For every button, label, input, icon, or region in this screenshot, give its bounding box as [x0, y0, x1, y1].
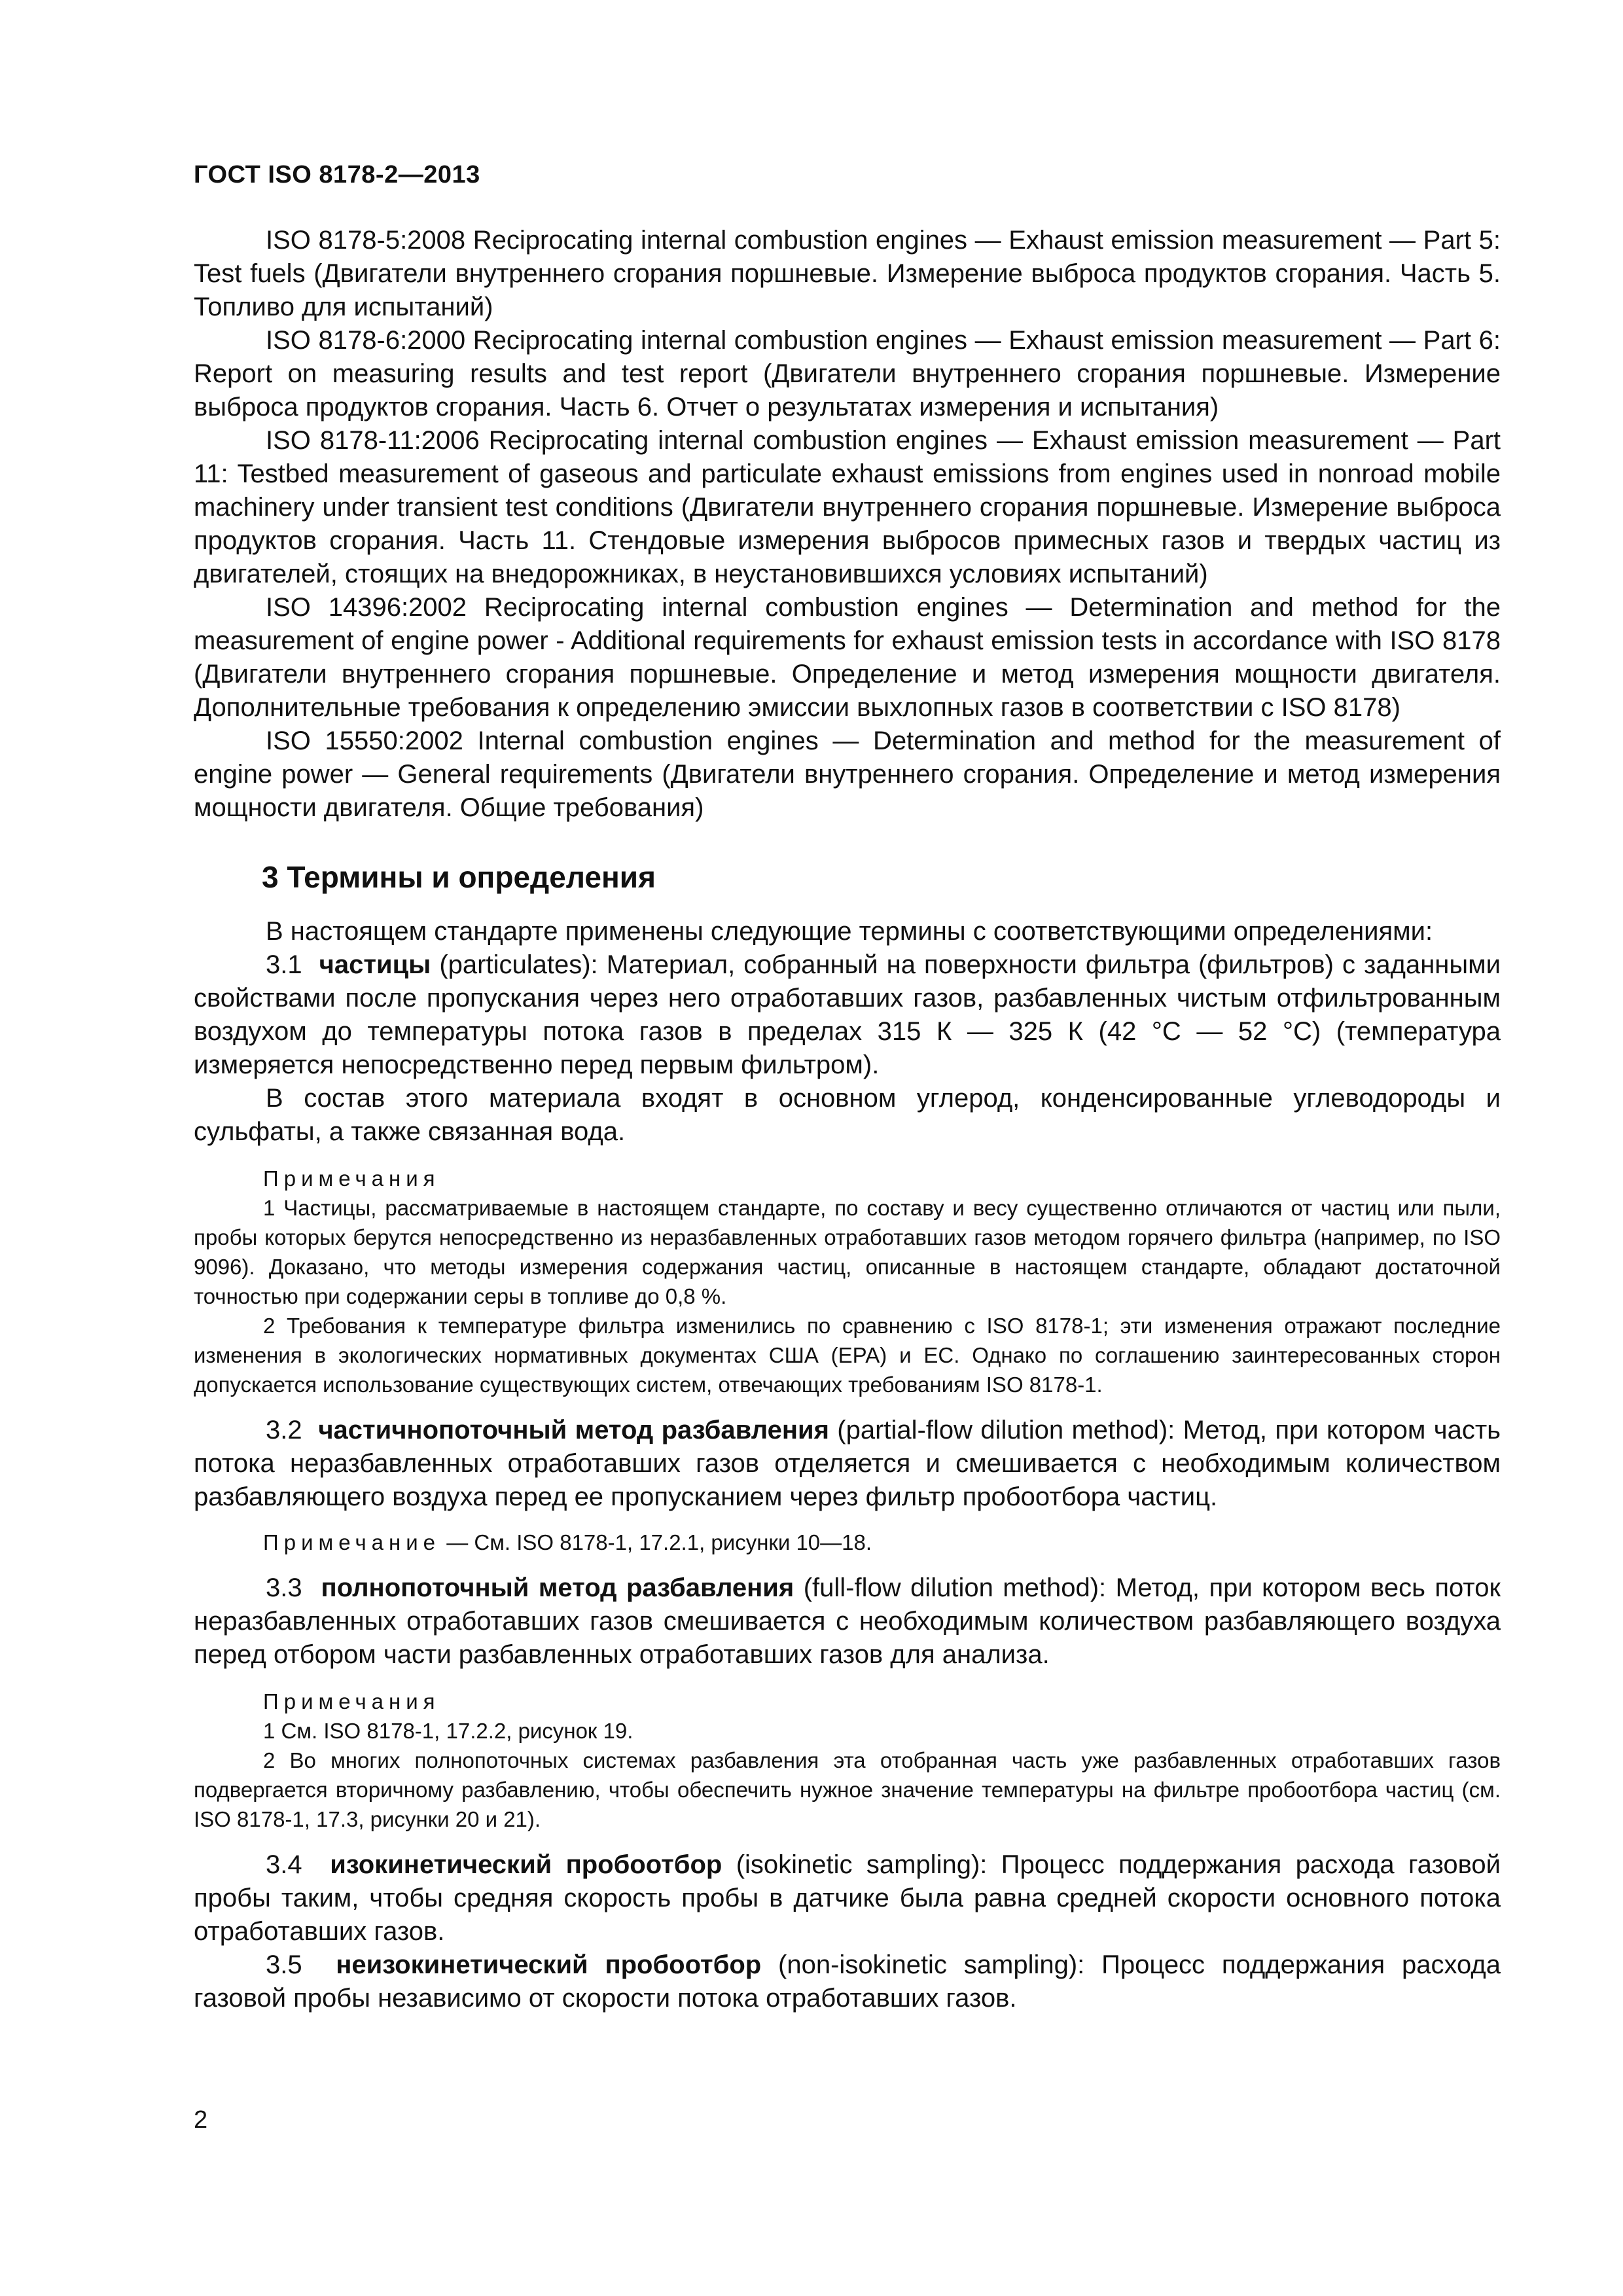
term-english: (non-isokinetic sampling): — [778, 1950, 1085, 1979]
notes-heading: Примечания — [263, 1166, 440, 1191]
reference-item: ISO 14396:2002 Reciprocating internal combustion engines — Determination and method for the measurement of engine power - Additional requirements for exhaust emission tests in accordance with ISO 8178 (Двигатели внутреннего сгорания поршневые. Определение и метод измерения мощности двигателя. Дополнительные требования к определению эмиссии выхлопных газов в соответствии с ISO 8178) — [194, 593, 1501, 722]
term-definition-3-2 — [194, 1414, 1501, 1514]
term-name: изокинетический пробоотбор — [330, 1850, 722, 1879]
term-definition-3-1 — [194, 948, 1501, 1082]
term-definition-3-3 — [194, 1571, 1501, 1672]
section-intro: В настоящем стандарте применены следующие термины с соответствующими определениями: — [266, 917, 1433, 946]
note-item: 2 Требования к температуре фильтра изменились по сравнению с ISO 8178-1; эти изменения отражают последние изменения в экологических нормативных документах США (EPA) и ЕС. Однако по соглашению заинтересованных сторон допускается использование существующих систем, отвечающих требованиям ISO 8178-1. — [194, 1314, 1501, 1397]
reference-item: ISO 8178-6:2000 Reciprocating internal combustion engines — Exhaust emission measurement — Part 6: Report on measuring results and test report (Двигатели внутреннего сгорания поршневые. Измерение выброса продуктов сгорания. Часть 6. Отчет о результатах измерения и испытания) — [194, 326, 1501, 422]
note-label: Примечание — [263, 1530, 441, 1554]
term-text: Метод, при котором весь поток неразбавленных отработавших газов смешивается с необходимым количеством разбавляющего воздуха перед отбором части разбавленных отработавших газов для анализа. — [194, 1573, 1501, 1669]
term-number: 3.3 — [266, 1573, 302, 1602]
reference-item: ISO 8178-11:2006 Reciprocating internal combustion engines — Exhaust emission measurement — Part 11: Testbed measurement of gaseous and particulate exhaust emissions from engines used in nonroad mobile machinery under transient test conditions (Двигатели внутреннего сгорания поршневые. Измерение выброса продуктов сгорания. Часть 11. Стендовые измерения выбросов примесных газов и твердых частиц из двигателей, стоящих на внедорожниках, в неустановившихся условиях испытаний) — [194, 426, 1501, 588]
section-heading: 3 Термины и определения — [262, 860, 656, 894]
notes-block-3-1 — [194, 1164, 1501, 1399]
reference-item: ISO 8178-5:2008 Reciprocating internal combustion engines — Exhaust emission measurement — Part 5: Test fuels (Двигатели внутреннего сгорания поршневые. Измерение выброса продуктов сгорания. Часть 5. Топливо для испытаний) — [194, 226, 1501, 321]
term-text: Процесс поддержания расхода газовой пробы независимо от скорости потока отработавших газов. — [194, 1950, 1501, 2013]
page-body — [194, 224, 1501, 2015]
term-name: неизокинетический пробоотбор — [336, 1950, 762, 1979]
note-text: — См. ISO 8178-1, 17.2.1, рисунки 10—18. — [446, 1530, 872, 1554]
term-english: (full-flow dilution method): — [803, 1573, 1107, 1602]
note-item: 1 См. ISO 8178-1, 17.2.2, рисунок 19. — [263, 1719, 633, 1743]
reference-item: ISO 15550:2002 Internal combustion engines — Determination and method for the measurement of engine power — General requirements (Двигатели внутреннего сгорания. Определение и метод измерения мощности двигателя. Общие требования) — [194, 726, 1501, 822]
term-text: Процесс поддержания расхода газовой пробы таким, чтобы средняя скорость пробы в датчике была равна средней скорости основного потока отработавших газов. — [194, 1850, 1501, 1946]
term-extra-paragraph: В состав этого материала входят в основном углерод, конденсированные углеводороды и сульфаты, а также связанная вода. — [194, 1084, 1501, 1146]
notes-heading: Примечания — [263, 1689, 440, 1713]
term-definition-3-4 — [194, 1848, 1501, 1948]
term-number: 3.1 — [266, 950, 302, 979]
notes-block-3-3 — [194, 1687, 1501, 1834]
term-number: 3.2 — [266, 1416, 302, 1444]
term-text: Материал, собранный на поверхности фильтра (фильтров) с заданными свойствами после пропускания через него отработавших газов, разбавленных чистым отфильтрованным воздухом до температуры потока газов в пределах 315 К — 325 К (42 °С — 52 °С) (температура измеряется непосредственно перед первым фильтром). — [194, 950, 1501, 1079]
term-name: частицы — [319, 950, 431, 979]
term-number: 3.5 — [266, 1950, 302, 1979]
term-english: (partial-flow dilution method): — [837, 1416, 1175, 1444]
term-definition-3-5 — [194, 1948, 1501, 2015]
note-3-2 — [194, 1528, 1501, 1557]
term-name: частичнопоточный метод разбавления — [318, 1416, 829, 1444]
term-english: (particulates): — [439, 950, 598, 979]
term-name: полнопоточный метод разбавления — [321, 1573, 794, 1602]
note-item: 2 Во многих полнопоточных системах разбавления эта отобранная часть уже разбавленных отработавших газов подвергается вторичному разбавлению, чтобы обеспечить нужное значение температуры на фильтре пробоотбора частиц (см. ISO 8178-1, 17.3, рисунки 20 и 21). — [194, 1748, 1501, 1831]
term-english: (isokinetic sampling): — [736, 1850, 988, 1879]
note-item: 1 Частицы, рассматриваемые в настоящем стандарте, по составу и весу существенно отличаются от частиц или пыли, пробы которых берутся непосредственно из неразбавленных отработавших газов методом горячего фильтра (например, по ISO 9096). Доказано, что методы измерения содержания частиц, описанные в настоящем стандарте, обладают достаточной точностью при содержании серы в топливе до 0,8 %. — [194, 1196, 1501, 1308]
document-code-header: ГОСТ ISO 8178-2—2013 — [194, 161, 480, 188]
term-text: Метод, при котором часть потока неразбавленных отработавших газов отделяется и смешивается с необходимым количеством разбавляющего воздуха перед ее пропусканием через фильтр пробоотбора частиц. — [194, 1416, 1501, 1511]
page-number: 2 — [194, 2106, 208, 2134]
term-number: 3.4 — [266, 1850, 302, 1879]
